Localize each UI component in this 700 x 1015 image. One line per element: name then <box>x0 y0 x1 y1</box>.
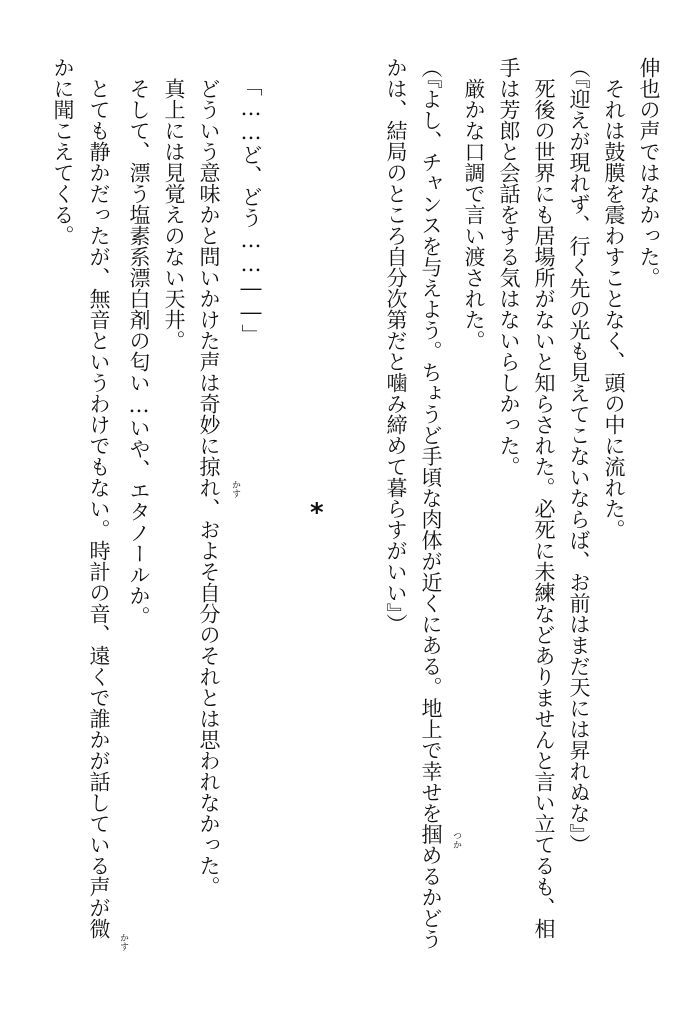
ruby-kasu-kasureru: かす <box>230 480 240 498</box>
text-column-9: 「……ど、どう……――」 <box>239 75 263 345</box>
text-column-1: 伸也の声ではなかった。 <box>637 57 661 288</box>
text-column-13: とても静かだったが、無音というわけでもない。時計の音、遠くで誰かが話している声が微 <box>87 57 111 939</box>
text-column-2: それは鼓膜を震わすことなく、頭の中に流れた。 <box>602 57 626 540</box>
scene-break: * <box>310 498 324 528</box>
text-column-12: そして、漂う塩素系漂白剤の匂い…いや、エタノールか。 <box>127 57 151 627</box>
text-column-8: かは、結局のところ自分次第だと噛み締めて暮らすがいい』） <box>384 57 408 635</box>
text-column-3: （『迎えが現れず、行く先の光も見えてこないならば、お前はまだ天には昇れぬな』） <box>567 57 591 855</box>
text-column-5: 手は芳郎と会話をする気はないらしかった。 <box>497 57 521 477</box>
text-column-10: どういう意味かと問いかけた声は奇妙に掠れ、およそ自分のそれとは思われなかった。 <box>197 57 221 897</box>
text-column-6: 厳かな口調で言い渡された。 <box>462 57 486 351</box>
text-column-14: かに聞こえてくる。 <box>51 57 75 246</box>
ruby-tsuka: つか <box>451 831 461 849</box>
text-column-7: （『よし、チャンスを与えよう。ちょうど手頃な肉体が近くにある。地上で幸せを掴めるかどう <box>419 57 443 950</box>
text-column-11: 真上には見覚えのない天井。 <box>162 57 186 351</box>
ruby-kasu-kasuka: かす <box>118 933 128 951</box>
text-column-4: 死後の世界にも居場所がないと知らされた。必死に未練などありませんと言い立てるも、相 <box>532 57 556 939</box>
